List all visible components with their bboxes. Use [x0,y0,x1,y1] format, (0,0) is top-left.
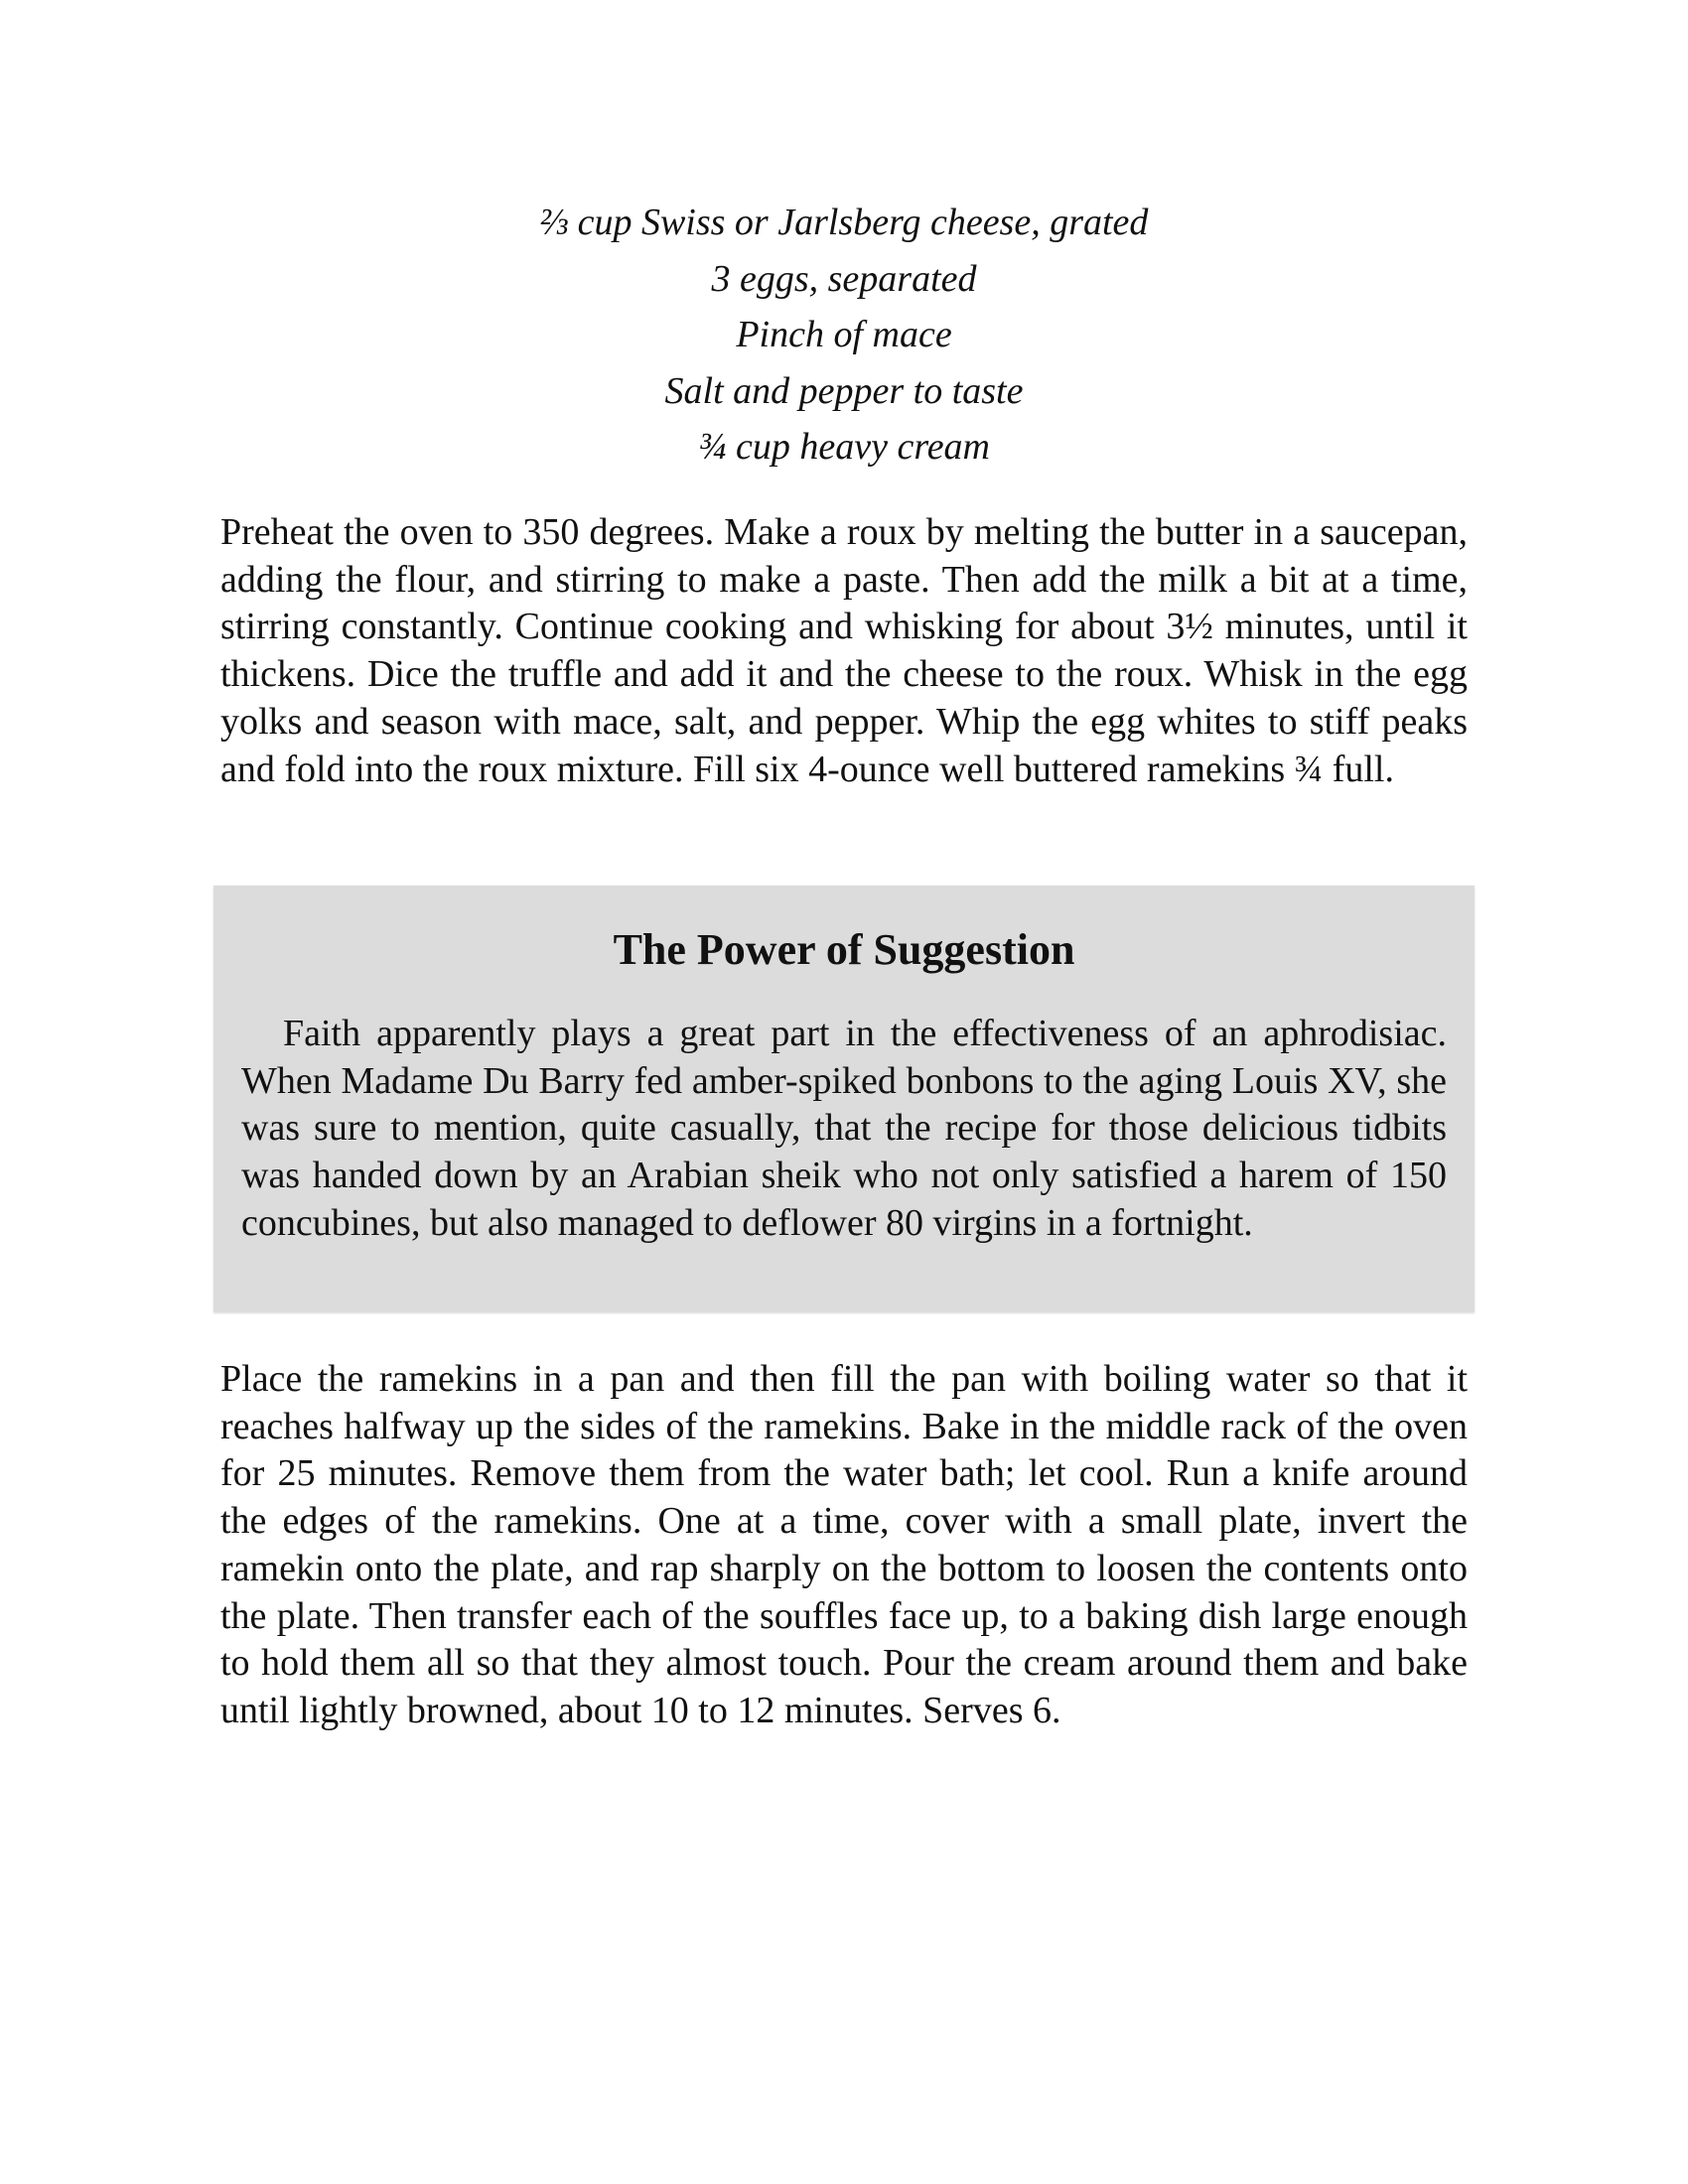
ingredient-list [0,195,1688,476]
sidebar-box [213,886,1475,1312]
ingredient-item: 3 eggs, separated [711,257,977,300]
sidebar-body: Faith apparently plays a great part in the effectiveness of an aphrodisiac. When Madame Du Barry fed amber-spiked bonbons to the aging Louis XV, she was sure to mention, quite casually, that the recipe for those delicious tidbits was handed down by an Arabian sheik who not only satisfied a harem of 150 concubines, but also managed to deflower 80 virgins in a fortnight. [241,1013,1447,1244]
ingredient-item: Pinch of mace [736,314,952,355]
instructions-paragraph-2: Place the ramekins in a pan and then fill the pan with boiling water so that it reaches halfway up the sides of the ramekins. Bake in the middle rack of the oven for 25 minutes. Remove them from the water bath; let cool. Run a knife around the edges of the ramekins. One at a time, cover with a small plate, invert the ramekin onto the plate, and rap sharply on the bottom to loosen the contents onto the plate. Then transfer each of the souffles face up, to a baking dish large enough to hold them all so that they almost touch. Pour the cream around them and bake until lightly browned, about 10 to 12 minutes. Serves 6. [220,1358,1468,1731]
ingredient-item: ⅔ cup Swiss or Jarlsberg cheese, grated [539,202,1149,243]
ingredient-item: ¾ cup heavy cream [697,426,991,468]
sidebar-title: The Power of Suggestion [613,925,1075,974]
ingredient-item: Salt and pepper to taste [664,369,1024,412]
instructions-paragraph-1: Preheat the oven to 350 degrees. Make a roux by melting the butter in a saucepan, adding the flour, and stirring to make a paste. Then add the milk a bit at a time, stirring constantly. Continue cooking and whisking for about 3½ minutes, until it thickens. Dice the truffle and add it and the cheese to the roux. Whisk in the egg yolks and season with mace, salt, and pepper. Whip the egg whites to stiff peaks and fold into the roux mixture. Fill six 4-ounce well buttered ramekins ¾ full. [220,511,1468,790]
